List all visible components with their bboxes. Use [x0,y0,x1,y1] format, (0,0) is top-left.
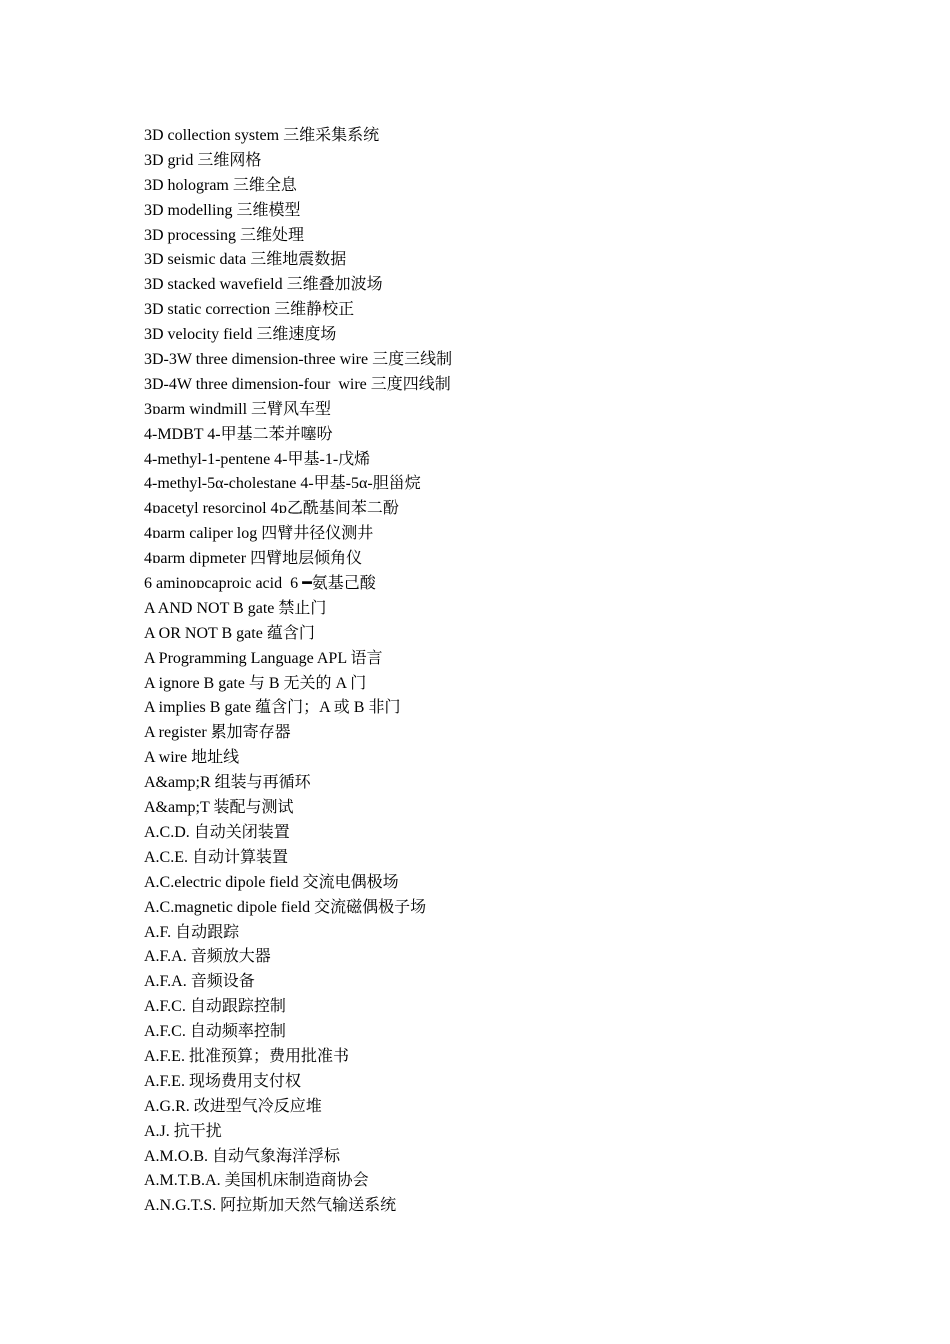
glossary-entry: A.F.E. 批准预算；费用批准书 [144,1047,349,1065]
glossary-entry: 3D grid 三维网格 [144,151,262,169]
glossary-entry: A register 累加寄存器 [144,724,291,742]
glossary-entry: 3ɒarm windmill 三臂风车型 [144,400,332,418]
glossary-entry: A.F.A. 音频设备 [144,973,255,991]
glossary-entry: 4-methyl-1-pentene 4-甲基-1-戊烯 [144,450,371,468]
glossary-entry: A Programming Language APL 语言 [144,649,383,667]
glossary-entry: 3D velocity field 三维速度场 [144,326,337,344]
glossary-entry: A implies B gate 蕴含门；A 或 B 非门 [144,699,401,717]
glossary-entry: A ignore B gate 与 B 无关的 A 门 [144,674,367,692]
glossary-entry: 4ɒarm caliper log 四臂井径仪测井 [144,525,374,543]
glossary-entry: A.F.A. 音频放大器 [144,948,271,966]
glossary-entry: 4-methyl-5α-cholestane 4-甲基-5α-胆甾烷 [144,475,421,493]
glossary-entry: A.M.O.B. 自动气象海洋浮标 [144,1147,341,1165]
glossary-entry: A.G.R. 改进型气冷反应堆 [144,1097,322,1115]
glossary-entry: 3D processing 三维处理 [144,226,304,244]
glossary-entry: A&amp;R 组装与再循环 [144,774,311,792]
glossary-entry: A.C.magnetic dipole field 交流磁偶极子场 [144,898,427,916]
glossary-entry: A.C.E. 自动计算装置 [144,848,289,866]
glossary-entry: A.J. 抗干扰 [144,1122,222,1140]
glossary-list [144,124,452,1219]
glossary-entry: A.F.C. 自动跟踪控制 [144,998,286,1016]
glossary-entry: A.C.D. 自动关闭装置 [144,823,290,841]
glossary-entry: 3D stacked wavefield 三维叠加波场 [144,276,383,294]
glossary-entry: A.F.E. 现场费用支付权 [144,1072,301,1090]
glossary-entry: 3D seismic data 三维地震数据 [144,251,347,269]
glossary-entry: 3D collection system 三维采集系统 [144,127,380,144]
glossary-entry: 4ɒacetyl resorcinol 4ɒ乙酰基间苯二酚 [144,500,399,518]
glossary-entry: 4ɒarm dipmeter 四臂地层倾角仪 [144,550,363,568]
glossary-entry: 3D modelling 三维模型 [144,201,301,219]
glossary-entry: A&amp;T 装配与测试 [144,799,294,817]
glossary-entry: A.N.G.T.S. 阿拉斯加天然气输送系统 [144,1197,397,1215]
glossary-entry: A.M.T.B.A. 美国机床制造商协会 [144,1172,369,1190]
glossary-entry: 3D static correction 三维静校正 [144,301,355,319]
glossary-entry: A.F. 自动跟踪 [144,923,240,941]
glossary-entry: 3D-4W three dimension-four wire 三度四线制 [144,375,451,393]
glossary-entry: 4-MDBT 4-甲基二苯并噻吩 [144,425,333,443]
glossary-entry: A AND NOT B gate 禁止门 [144,599,327,617]
glossary-entry: A.C.electric dipole field 交流电偶极场 [144,873,399,891]
glossary-entry: 6 aminoɒcaproic acid 6 ━氨基己酸 [144,575,376,593]
glossary-entry: A wire 地址线 [144,749,240,767]
glossary-entry: A.F.C. 自动频率控制 [144,1023,286,1041]
glossary-entry: 3D hologram 三维全息 [144,176,297,194]
glossary-entry: 3D-3W three dimension-three wire 三度三线制 [144,351,453,369]
glossary-entry: A OR NOT B gate 蕴含门 [144,624,315,642]
